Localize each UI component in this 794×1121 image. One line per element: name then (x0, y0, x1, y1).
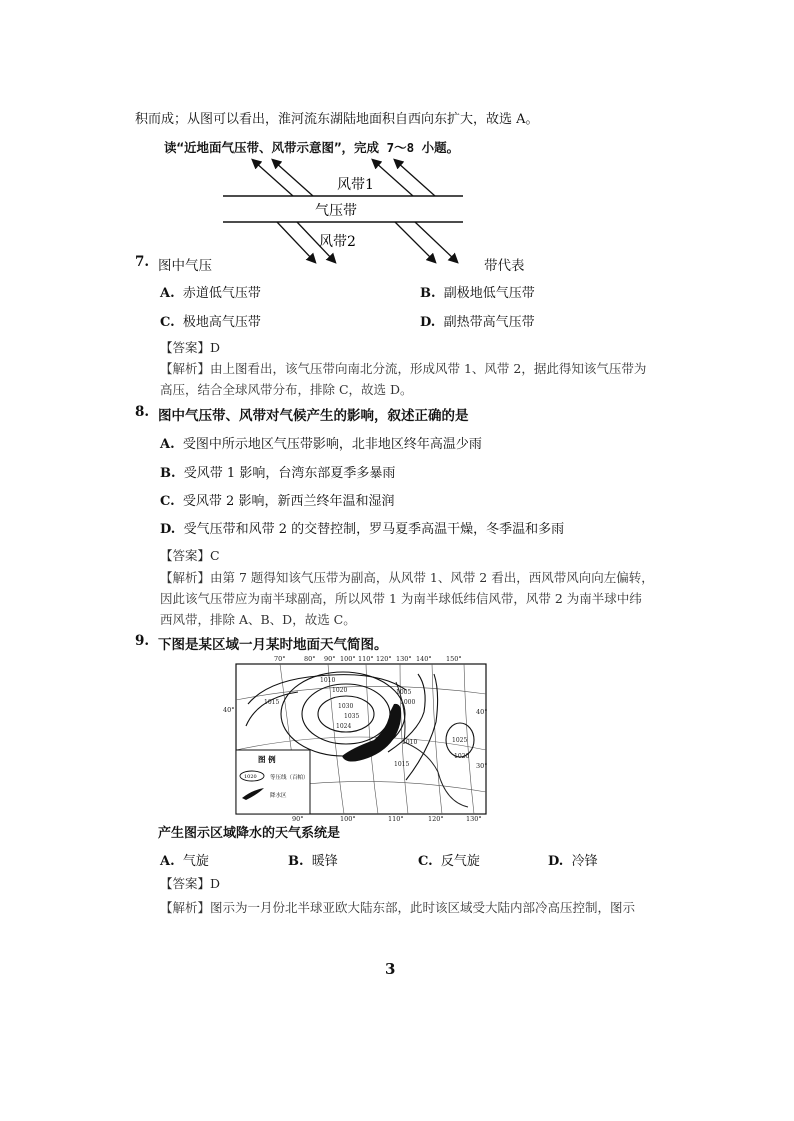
lon-top-0: 70° (274, 655, 286, 663)
high-label: 1025 (452, 737, 468, 744)
weather-map (223, 652, 496, 823)
q9-option-c[interactable]: C. 反气旋 (418, 854, 480, 869)
q8-stem: 图中气压带、风带对气候产生的影响，叙述正确的是 (158, 408, 469, 424)
lat-right-bottom: 30° (476, 762, 488, 770)
arrow-up-1 (255, 162, 293, 196)
lon-bottom-1: 100° (340, 815, 356, 823)
isobar-label-11: 1020 (454, 753, 470, 760)
page-number: 3 (385, 960, 396, 978)
isobar-label-8: 1010 (402, 739, 418, 746)
q8-option-a[interactable]: A. 受图中所示地区气压带影响，北非地区终年高温少雨 (160, 437, 482, 452)
q7-stem-right: 带代表 (484, 258, 525, 274)
lon-top-3: 100° (340, 655, 356, 663)
q7-number: 7. (135, 254, 150, 270)
lon-top-2: 90° (324, 655, 336, 663)
legend-isobar-text: 等压线（百帕） (270, 775, 309, 781)
wind-belt-2-label: 风带2 (319, 234, 356, 250)
wind-belt-1-label: 风带1 (337, 177, 374, 193)
isobar-label-3: 1030 (338, 703, 354, 710)
lon-bottom-4: 130° (466, 815, 482, 823)
q8-option-b[interactable]: B. 受风带 1 影响，台湾东部夏季多暴雨 (160, 466, 396, 481)
q7-analysis-line2: 高压，结合全球风带分布，排除 C，故选 D。 (160, 382, 413, 397)
arrow-down-4 (415, 222, 455, 260)
q8-analysis-line2: 因此该气压带应为南半球副高，所以风带 1 为南半球低纬信风带，风带 2 为南半球中纬 (160, 591, 642, 606)
q9-option-b[interactable]: B. 暖锋 (288, 854, 338, 869)
q9-sub-stem: 产生图示区域降水的天气系统是 (158, 826, 341, 841)
lon-bottom-2: 110° (388, 815, 404, 823)
pressure-wind-diagram (215, 158, 470, 270)
pressure-belt-label: 气压带 (315, 203, 357, 219)
isobar-label-5: 1024 (336, 723, 352, 730)
q7-analysis-line1: 【解析】由上图看出，该气压带向南北分流，形成风带 1、风带 2，据此得知该气压带为 (160, 361, 647, 376)
arrow-up-3 (375, 162, 413, 196)
q7-answer: 【答案】D (160, 340, 221, 355)
isobar-label-2: 1020 (332, 687, 348, 694)
q7-option-a[interactable]: A. 赤道低气压带 (160, 286, 261, 301)
lat-right-top: 40° (476, 708, 488, 716)
q8-analysis-line1: 【解析】由第 7 题得知该气压带为副高，从风带 1、风带 2 看出，西风带风向向左偏转， (160, 570, 654, 585)
intro-line: 积而成；从图可以看出，淮河流东湖陆地面积自西向东扩大，故选 A。 (135, 112, 539, 127)
lon-bottom-3: 120° (428, 815, 444, 823)
arrow-up-2 (275, 162, 313, 196)
isobar-label-7: 1000 (400, 699, 416, 706)
q9-option-d[interactable]: D. 冷锋 (548, 854, 598, 869)
lon-top-1: 80° (304, 655, 316, 663)
q8-number: 8. (135, 404, 150, 420)
q7-option-c[interactable]: C. 极地高气压带 (160, 315, 261, 330)
lon-top-5: 120° (376, 655, 392, 663)
q9-stem: 下图是某区域一月某时地面天气简图。 (158, 637, 388, 653)
q8-analysis-line3: 西风带，排除 A、B、D，故选 C。 (160, 612, 356, 627)
arrow-up-4 (397, 162, 435, 196)
q8-option-d[interactable]: D. 受气压带和风带 2 的交替控制，罗马夏季高温干燥，冬季温和多雨 (160, 522, 565, 537)
lon-bottom-0: 90° (292, 815, 304, 823)
isobar-label-4: 1035 (344, 713, 360, 720)
lon-top-8: 150° (446, 655, 462, 663)
isobar-label-9: 1015 (394, 761, 410, 768)
q7-option-b[interactable]: B. 副极地低气压带 (420, 286, 535, 301)
q7-stem-left: 图中气压 (158, 258, 212, 274)
q9-number: 9. (135, 633, 150, 649)
lon-top-6: 130° (396, 655, 412, 663)
q8-answer: 【答案】C (160, 548, 220, 563)
q8-option-c[interactable]: C. 受风带 2 影响，新西兰终年温和湿润 (160, 494, 395, 509)
legend-isobar-value: 1020 (244, 774, 257, 780)
lat-left: 40° (223, 706, 235, 714)
q9-answer: 【答案】D (160, 876, 221, 891)
isobar-label-6: 1005 (396, 689, 412, 696)
q9-analysis-line1: 【解析】图示为一月份北半球亚欧大陆东部，此时该区域受大陆内部冷高压控制，图示 (160, 900, 636, 915)
q7-option-d[interactable]: D. 副热带高气压带 (420, 315, 535, 330)
isobar-label-1: 1010 (320, 677, 336, 684)
legend-title: 图 例 (258, 755, 276, 764)
lon-top-4: 110° (358, 655, 374, 663)
legend-rain-text: 降水区 (270, 793, 287, 799)
arrow-down-1 (277, 222, 313, 260)
lon-top-7: 140° (416, 655, 432, 663)
isobar-label-0: 1015 (264, 699, 280, 706)
read-prompt: 读“近地面气压带、风带示意图”，完成 7～8 小题。 (164, 140, 460, 155)
arrow-down-3 (395, 222, 433, 260)
q9-option-a[interactable]: A. 气旋 (160, 854, 209, 869)
